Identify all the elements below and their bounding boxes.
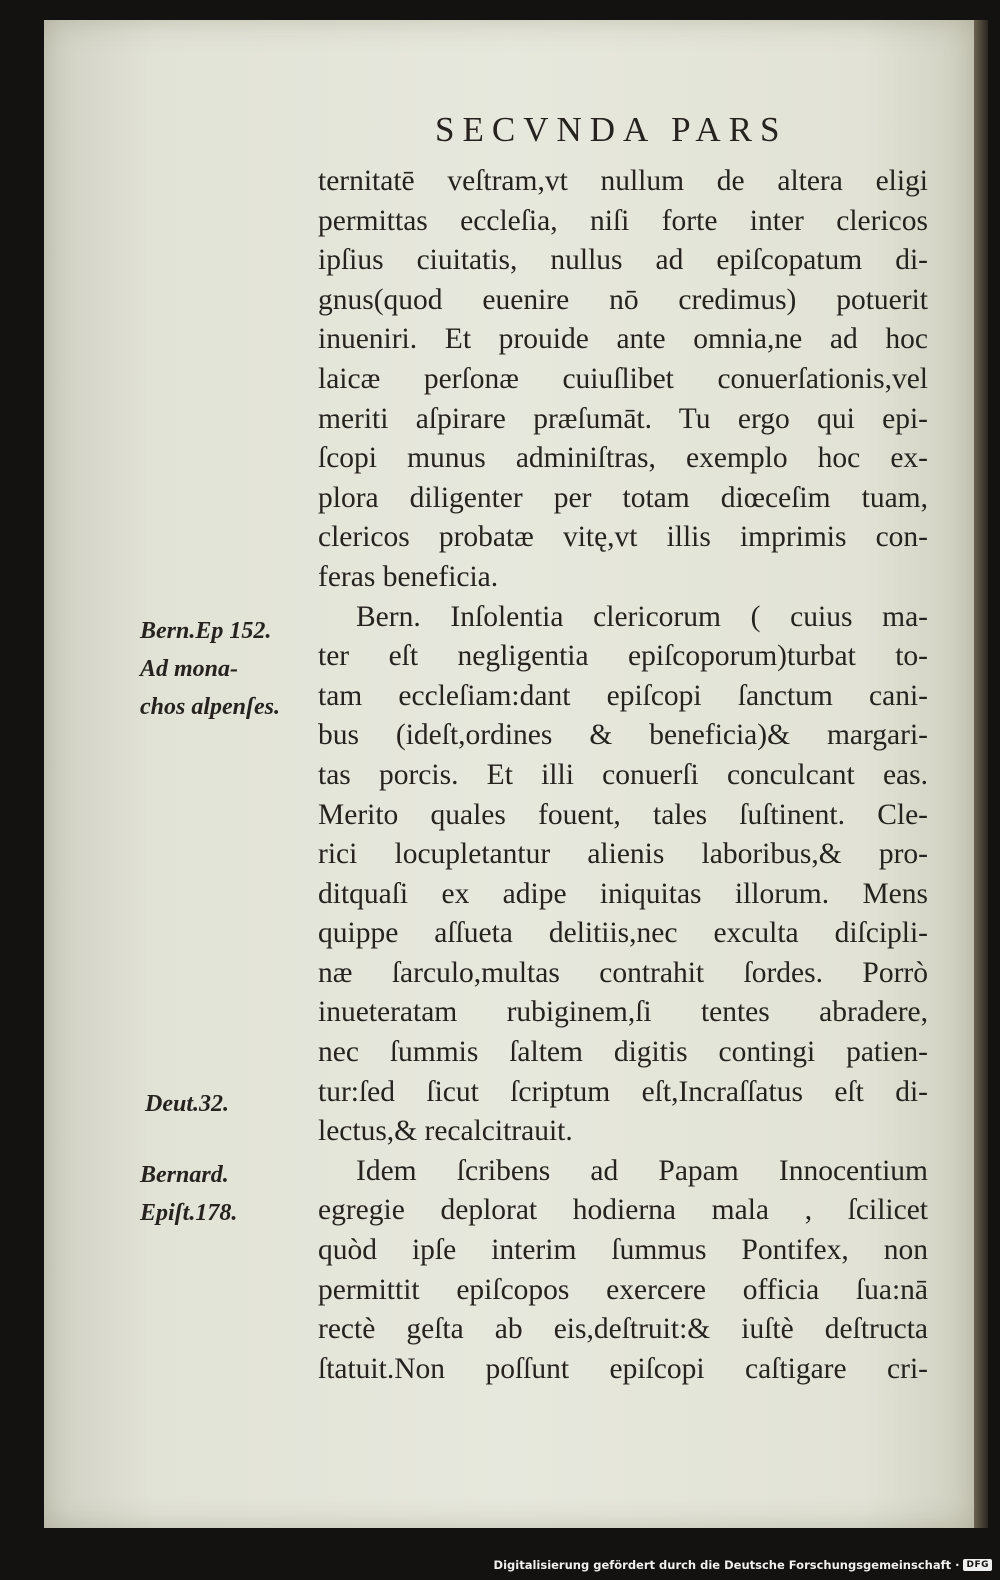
dfg-logo-icon: DFG xyxy=(963,1559,992,1571)
text-line: permittit epiſcopos exercere officia ſua:nā xyxy=(318,1273,928,1306)
text-line: tam eccleſiam:dant epiſcopi ſanctum cani- xyxy=(318,679,928,712)
text-line: quippe aſſueta delitiis,nec exculta diſcipli- xyxy=(318,917,928,950)
text-line: rici locupletantur alienis laboribus,& pro- xyxy=(318,838,928,871)
text-line: lectus,& recalcitrauit. xyxy=(318,1115,573,1148)
text-line: nec ſummis ſaltem digitis contingi patien- xyxy=(318,1036,928,1069)
running-header: SECVNDA PARS xyxy=(435,110,788,149)
text-line: tur:ſed ſicut ſcriptum eſt,Incraſſatus eſt di- xyxy=(318,1075,928,1108)
text-line: plora diligenter per totam diœceſim tuam, xyxy=(318,481,928,514)
text-line: bus (ideſt,ordines & beneficia)& margari- xyxy=(318,719,928,752)
text-line: ſtatuit.Non poſſunt epiſcopi caſtigare cri- xyxy=(318,1352,928,1385)
text-line: meriti aſpirare præſumāt. Tu ergo qui epi- xyxy=(318,402,928,435)
text-line: ter eſt negligentia epiſcoporum)turbat to- xyxy=(318,640,928,673)
text-line: ipſius ciuitatis, nullus ad epiſcopatum di- xyxy=(318,244,928,277)
text-line: ſcopi munus adminiſtras, exemplo hoc ex- xyxy=(318,442,928,475)
text-line: gnus(quod euenire nō credimus) potuerit xyxy=(318,283,928,316)
marginal-note-line: Bern.Ep 152. xyxy=(140,618,272,644)
digitization-credit xyxy=(494,1554,992,1576)
text-line: feras beneficia. xyxy=(318,560,499,593)
text-line: permittas eccleſia, niſi forte inter clericos xyxy=(318,204,928,237)
marginal-note-bernard xyxy=(140,1156,237,1232)
marginal-note-deut xyxy=(145,1085,229,1123)
text-line: tas porcis. Et illi conuerſi conculcant eas. xyxy=(318,758,928,791)
marginal-note-line: chos alpenſes. xyxy=(140,694,280,720)
text-line: ternitatē veſtram,vt nullum de altera eligi xyxy=(318,165,928,197)
text-line: inueniri. Et prouide ante omnia,ne ad hoc xyxy=(318,323,928,356)
marginal-note-line: Ad mona- xyxy=(140,656,239,682)
main-text-block xyxy=(318,162,928,1389)
text-line: ditquaſi ex adipe iniquitas illorum. Mens xyxy=(318,877,928,910)
text-line: clericos probatæ vitę,vt illis imprimis con- xyxy=(318,521,928,554)
marginal-note-line: Deut.32. xyxy=(145,1091,229,1117)
text-line: Merito quales fouent, tales ſuſtinent. Cle- xyxy=(318,798,928,831)
text-line: Bern. Inſolentia clericorum ( cuius ma- xyxy=(356,600,928,633)
marginal-note-bern-ep xyxy=(140,612,280,726)
text-line: quòd ipſe interim ſummus Pontifex, non xyxy=(318,1234,928,1267)
credit-text: Digitalisierung gefördert durch die Deutsche Forschungsgemeinschaft · xyxy=(493,1558,960,1572)
page-edge xyxy=(974,20,988,1528)
text-line: rectè geſta ab eis,deſtruit:& iuſtè deſtructa xyxy=(318,1313,928,1346)
text-line: Idem ſcribens ad Papam Innocentium xyxy=(356,1154,928,1187)
marginal-note-line: Epiſt.178. xyxy=(140,1200,238,1226)
marginal-note-line: Bernard. xyxy=(140,1162,229,1188)
text-line: egregie deplorat hodierna mala , ſcilicet xyxy=(318,1194,928,1227)
text-line: laicæ perſonæ cuiuſlibet conuerſationis,vel xyxy=(318,362,928,395)
text-line: næ ſarculo,multas contrahit ſordes. Porrò xyxy=(318,956,928,989)
text-line: inueteratam rubiginem,ſi tentes abradere, xyxy=(318,996,928,1029)
